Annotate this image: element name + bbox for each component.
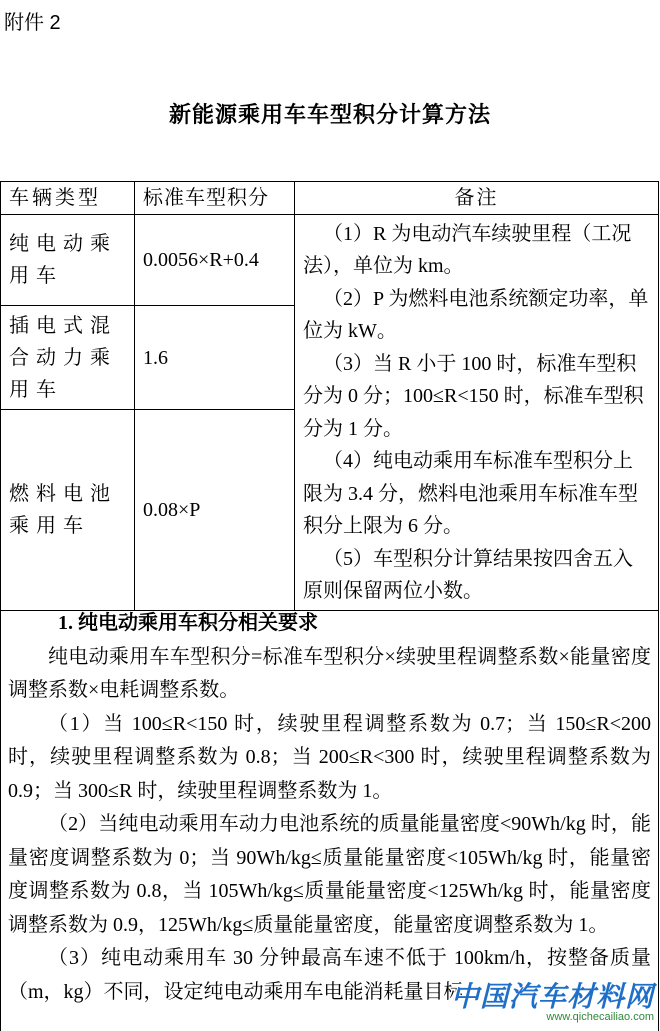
remark-item: （2）P 为燃料电池系统额定功率，单位为 kW。: [303, 287, 649, 342]
vehicle-type-cell: 纯电动乘用车: [1, 215, 135, 306]
credit-table: [0, 181, 659, 611]
remark-item: （3）当 R 小于 100 时，标准车型积分为 0 分；100≤R<150 时，标准车型积分为 1 分。: [303, 352, 644, 440]
header-standard-credit: 标准车型积分: [135, 182, 295, 215]
watermark: [451, 975, 654, 1023]
remark-item: （1）R 为电动汽车续驶里程（工况法），单位为 km。: [303, 222, 632, 277]
paragraph: （3）纯电动乘用车 30 分钟最高车速不低于 100km/h，按整备质量（m，kg）不同，设定纯电动乘用车电能消耗量目标: [8, 947, 651, 1003]
vehicle-type-cell: 插电式混合动力乘用车: [1, 306, 135, 410]
page-title: 新能源乘用车车型积分计算方法: [168, 102, 491, 127]
remark-item: （5）车型积分计算结果按四舍五入原则保留两位小数。: [303, 547, 633, 602]
paragraph: （2）当纯电动乘用车动力电池系统的质量能量密度<90Wh/kg 时，能量密度调整系数为 0；当 90Wh/kg≤质量能量密度<105Wh/kg 时，能量密度调整系数为 0.8，当 105Wh/kg≤质量能量密度<125Wh/kg 时，能量密度调整系数为 0.9，125Wh/kg≤质量能量密度，能量密度调整系数为 1。: [8, 813, 651, 936]
header-vehicle-type: 车辆类型: [1, 182, 135, 215]
paragraph: 纯电动乘用车车型积分=标准车型积分×续驶里程调整系数×能量密度调整系数×电耗调整系数。: [8, 645, 651, 701]
paragraph: （1）当 100≤R<150 时，续驶里程调整系数为 0.7；当 150≤R<200 时，续驶里程调整系数为 0.8；当 200≤R<300 时，续驶里程调整系数为 0.9；当 300≤R 时，续驶里程调整系数为 1。: [8, 712, 651, 802]
formula-cell: 1.6: [135, 306, 295, 410]
remark-item: （4）纯电动乘用车标准车型积分上限为 3.4 分，燃料电池乘用车标准车型积分上限为 6 分。: [303, 450, 638, 537]
watermark-url: www.qichecailiao.com: [546, 1011, 654, 1023]
section-heading: 1. 纯电动乘用车积分相关要求: [58, 612, 318, 634]
table-header-row: [1, 182, 659, 215]
vehicle-type-cell: 燃料电池乘用车: [1, 410, 135, 611]
formula-cell: 0.0056×R+0.4: [135, 215, 295, 306]
section-body: [0, 607, 659, 1009]
formula-cell: 0.08×P: [135, 410, 295, 611]
header-remarks: 备注: [295, 182, 659, 215]
table-row: [1, 215, 659, 306]
attachment-label: 附件 2: [4, 12, 61, 34]
watermark-text: 中国汽车材料网: [450, 981, 654, 1012]
remarks-cell: [295, 215, 659, 611]
